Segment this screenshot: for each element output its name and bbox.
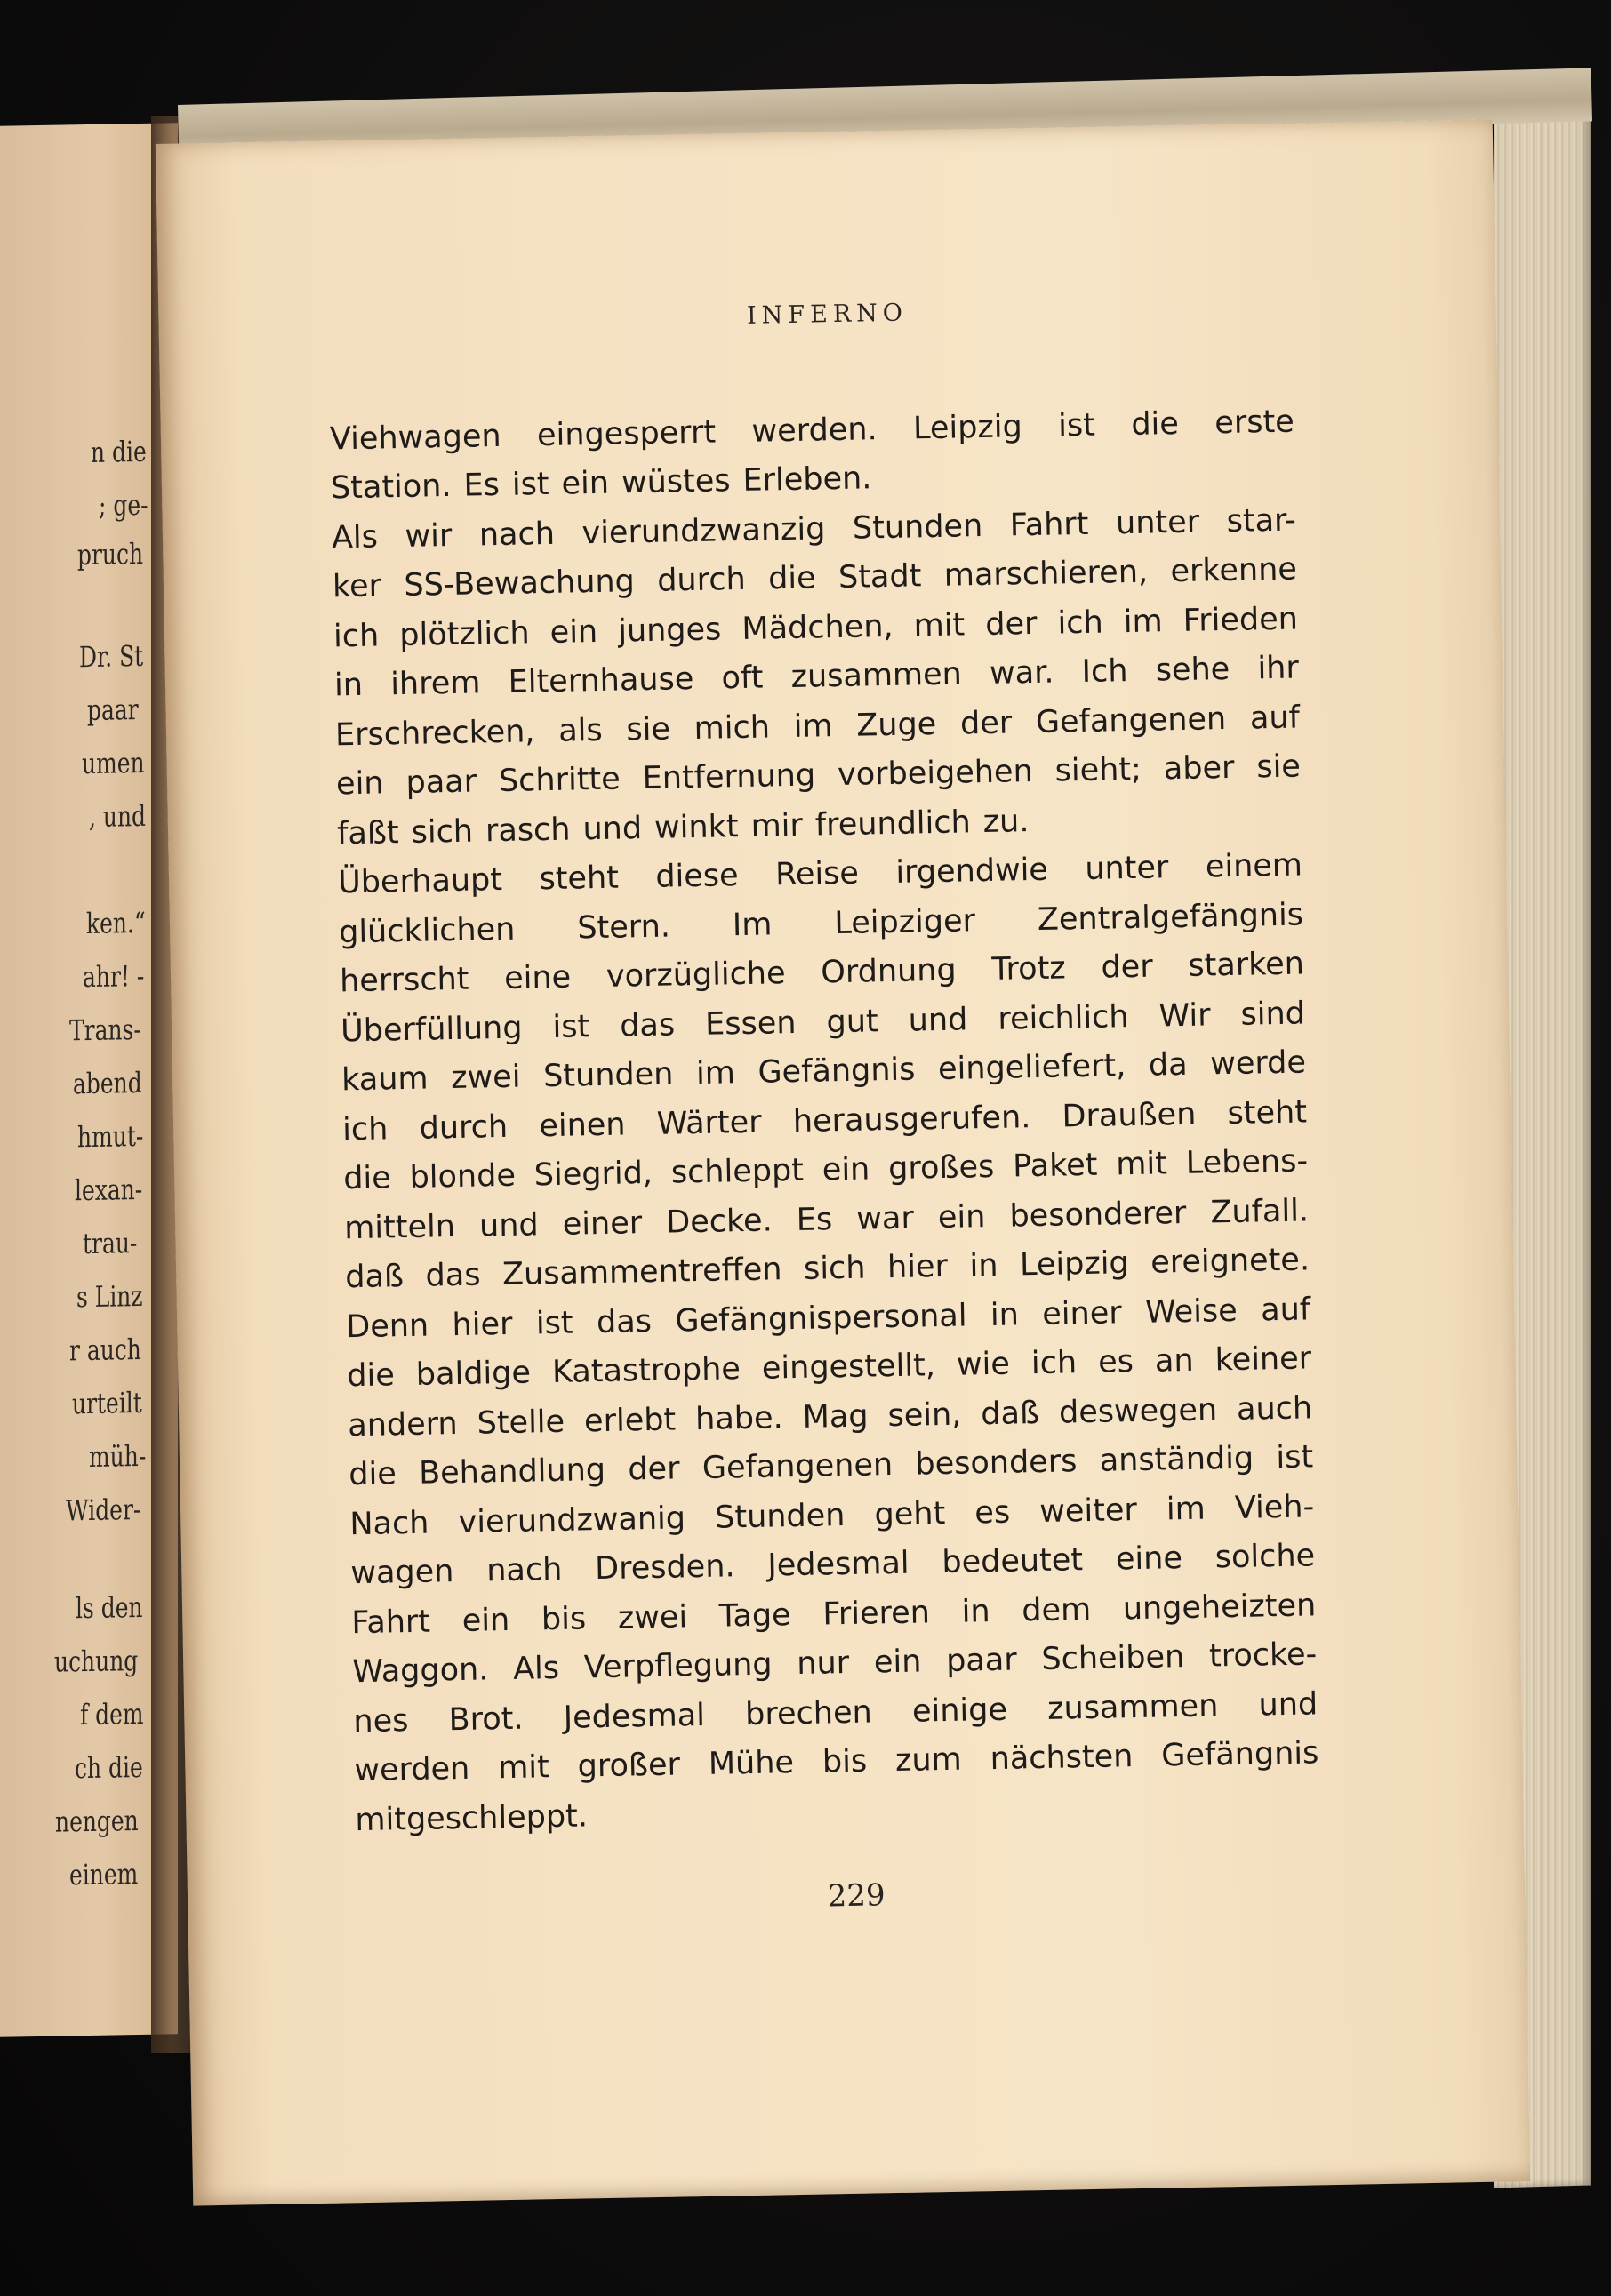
word: Stern. [577,908,671,946]
word: mich [693,708,771,747]
word: Lebens- [1185,1143,1309,1181]
word: solche [1214,1538,1316,1576]
word: es [1097,1344,1134,1380]
word: da [1148,1046,1188,1084]
word: Es [796,1201,833,1238]
word: im [1166,1491,1206,1527]
word: Behandlung [418,1452,606,1492]
word: der [984,605,1038,643]
word: erlebt [583,1401,677,1439]
word: eingeliefert, [937,1048,1126,1088]
word: die [342,1160,392,1197]
word: die [348,1456,397,1493]
word: daß [344,1259,405,1296]
word: Frieren [822,1594,931,1632]
left-page-fragment: f dem [80,1696,144,1732]
left-page-fragment: urteilt [71,1385,142,1421]
word: ein [561,465,610,502]
word: Reise [774,855,860,893]
word: vorbeigehen [837,754,1034,794]
left-page-fragment: Wider- [65,1492,141,1528]
word: diese [655,858,739,895]
word: ist [1057,407,1096,444]
word: eine [503,959,572,996]
running-head: INFERNO [746,299,909,330]
word: ein [822,1151,870,1188]
word: durch [419,1108,509,1147]
word: Denn [345,1308,429,1345]
word: eingesperrt [536,413,717,453]
word: Draußen [1062,1096,1197,1134]
word: sind [1240,995,1306,1033]
word: im [695,1055,736,1092]
left-page-fragment: abend [73,1065,143,1101]
word: Schritte [498,761,621,800]
word: ker [332,568,382,605]
word: nes [353,1702,409,1740]
word: mit [497,1749,550,1787]
word: Stunden [714,1497,846,1536]
word: wagen [350,1554,454,1592]
word: ist [552,1008,590,1045]
word: habe. [694,1399,784,1437]
word: die [767,560,816,597]
body-text [329,390,1319,1838]
word: Scheiben [1041,1639,1185,1677]
left-page-fragment: hmut- [76,1118,144,1155]
word: der [628,1451,680,1488]
word: Es [463,467,501,504]
word: zusammen [1046,1687,1219,1727]
word: das [596,1303,653,1340]
word: einen [538,1106,626,1144]
word: Paket [1012,1147,1098,1185]
word: zusammen [790,656,963,695]
left-page-fragment: r auch [69,1332,142,1368]
word: als [557,712,604,749]
word: das [619,1006,676,1044]
word: Station. [330,468,452,507]
word: auf [1249,700,1301,737]
word: unter [1115,504,1200,541]
word: irgendwie [895,852,1049,891]
word: Entfernung [642,757,816,797]
word: Im [732,906,773,943]
word: ein [873,1644,922,1681]
word: einer [1041,1294,1123,1332]
word: keiner [1214,1340,1312,1379]
word: schleppt [670,1152,805,1191]
word: Mag [802,1398,869,1436]
left-page-fragment: ; ge- [98,487,148,523]
word: an [1154,1342,1194,1380]
word: rasch [485,812,571,849]
word: das [425,1257,481,1294]
word: besonders [915,1444,1078,1483]
word: Zusammentreffen [501,1252,782,1293]
word: es [974,1494,1011,1531]
word: Fahrt [1009,506,1089,543]
word: erkenne [1170,551,1298,590]
word: Wir [1158,996,1211,1034]
word: Weise [1144,1292,1238,1331]
word: Stunden [542,1056,674,1095]
word: eine [1115,1540,1183,1578]
word: blonde [409,1157,517,1196]
word: Als [331,518,379,556]
word: Siegrid, [533,1155,653,1194]
word: Gefängnis [1160,1735,1319,1774]
word: ich [1057,604,1104,641]
word: im [1123,603,1163,640]
word: Decke. [665,1202,773,1241]
word: nächsten [990,1739,1134,1778]
left-page-fragment: trau- [83,1226,138,1261]
word: in [990,1296,1020,1333]
word: gut [826,1003,879,1040]
left-page-fragment: lexan- [75,1172,143,1208]
word: Leipzig [912,408,1023,446]
word: andern [347,1405,459,1444]
word: sein, [887,1396,962,1434]
word: Zufall. [1210,1192,1310,1230]
word: werde [1209,1044,1307,1083]
word: zwei [617,1598,688,1636]
word: paar [405,764,477,801]
word: Gefängnis [757,1052,916,1091]
word: vierundzwanig [458,1500,686,1540]
word: Tage [718,1596,791,1635]
word: zum [894,1741,963,1780]
word: und [1258,1685,1318,1724]
word: unter [1085,850,1169,887]
word: Als [512,1650,560,1687]
word: im [793,708,833,745]
left-page-fragment: s Linz [76,1278,143,1315]
word: besonderer [1009,1195,1187,1235]
word: aber [1163,749,1235,788]
word: Überhaupt [337,861,503,901]
word: Ordnung [820,952,957,991]
word: in [333,667,364,704]
word: trocke- [1208,1636,1318,1675]
word: freundlich [814,804,972,844]
word: vierundzwanzig [581,510,826,551]
left-page-fragment: Trans- [69,1012,142,1048]
left-page-fragment: n die [90,434,147,469]
word: zwei [450,1059,521,1097]
word: mitteln [343,1208,456,1246]
word: faßt [336,814,400,852]
word: brechen [744,1694,873,1732]
word: die [346,1357,396,1395]
word: nach [478,516,556,553]
word: daß [980,1395,1040,1432]
word: wüstes [621,463,731,501]
word: ich [1030,1345,1078,1382]
word: Nach [349,1505,429,1542]
word: bedeutet [942,1542,1084,1581]
right-page [156,119,1530,2205]
word: anständig [1099,1440,1254,1479]
word: mit [1115,1146,1168,1183]
word: steht [1227,1093,1308,1132]
word: einer [562,1204,643,1243]
word: die [1131,405,1180,443]
word: kaum [341,1060,429,1099]
word: ereignete. [1150,1242,1310,1281]
word: werden [354,1750,470,1789]
word: sie [626,710,671,748]
word: Jedesmal [563,1697,706,1736]
word: ich [333,617,380,654]
word: Viehwagen [329,418,501,457]
word: Ich [1081,653,1128,690]
word: und [478,1206,540,1244]
word: Gefangenen [1035,700,1227,740]
word: ich [341,1110,389,1148]
word: Erleben. [742,460,872,499]
word: winkt [653,808,739,846]
word: paar [945,1642,1018,1679]
word: Leipzig [1019,1245,1130,1284]
word: Gefangenen [701,1447,894,1486]
word: Zentralgefängnis [1037,896,1304,938]
word: weiter [1038,1492,1138,1530]
word: Wärter [656,1104,762,1142]
word: Elternhause [508,660,694,700]
left-page-fragment: umen [81,745,145,781]
word: baldige [415,1355,532,1393]
word: der [1101,948,1153,986]
word: Jedesmal [767,1545,910,1584]
word: deswegen [1058,1391,1218,1431]
word: reichlich [997,998,1129,1037]
word: herrscht [339,961,469,1000]
word: ihr [1257,650,1300,687]
word: eingestellt, [761,1348,936,1387]
word: vorzügliche [605,956,786,995]
word: Vieh- [1234,1488,1315,1526]
word: Dresden. [594,1548,735,1588]
word: wir [405,517,453,555]
left-page-fragment: uchung [54,1644,139,1679]
word: wie [956,1346,1011,1383]
word: einem [1205,847,1303,885]
left-page-fragment: müh- [88,1438,146,1475]
word: bis [541,1600,587,1637]
word: nach [485,1551,563,1589]
word: werden. [751,411,878,450]
page-number: 229 [827,1877,886,1915]
word: hier [452,1306,513,1343]
word: ein [549,613,598,651]
word: Zuge [855,706,937,744]
word: Stelle [477,1404,565,1442]
word: Stunden [852,508,983,547]
word: junges [617,611,722,650]
word: ihrem [389,665,481,703]
word: der [959,704,1013,741]
word: bis [822,1743,868,1780]
word: auf [1260,1291,1311,1328]
left-page-fragment: ls den [76,1589,143,1626]
word: mit [913,606,966,644]
word: Überfüllung [340,1010,523,1049]
word: herausgerufen. [792,1099,1031,1140]
left-page-fragment: pruch [77,536,144,572]
word: und [908,1001,968,1039]
word: Mühe [708,1745,795,1782]
word: nur [796,1644,850,1683]
word: sieht; [1054,751,1142,789]
word: mitgeschleppt. [355,1797,589,1838]
word: Frieden [1182,601,1299,639]
word: geht [874,1495,946,1532]
word: durch [656,561,747,599]
left-page-fragment: , und [88,798,146,835]
left-page-fragment: einem [68,1857,139,1892]
word: plötzlich [398,614,530,653]
left-page-fragment: ahr! - [83,958,145,995]
word: starken [1188,946,1305,984]
left-page-fragment: ch die [74,1749,143,1786]
word: Essen [704,1004,797,1043]
left-page-fragment: Dr. St [79,638,144,675]
word: sich [803,1250,866,1287]
left-page-fragment: paar [87,692,139,728]
word: Brot. [448,1700,524,1738]
left-page-fragment: ken.“ [85,905,146,941]
word: und [582,810,643,847]
word: oft [721,660,764,697]
word: star- [1226,502,1297,540]
word: Waggon. [352,1652,489,1691]
word: einige [911,1692,1008,1730]
word: Gefängnispersonal [675,1297,967,1339]
word: war [855,1200,915,1237]
word: Leipziger [834,902,976,941]
word: ungeheizten [1122,1587,1317,1627]
word: ein [461,1602,510,1639]
word: hier [886,1248,949,1286]
word: in [961,1593,990,1630]
word: sich [411,813,474,851]
word: in [969,1247,998,1284]
word: großer [577,1747,681,1785]
word: erste [1214,404,1295,441]
word: sie [1256,748,1302,786]
word: ist [535,1305,573,1341]
word: steht [539,860,620,898]
word: ein [937,1198,986,1236]
word: Trotz [991,950,1067,988]
word: ein [335,765,384,803]
word: Verpflegung [583,1646,773,1686]
word: mir [750,807,804,844]
word: großes [887,1148,995,1188]
word: Fahrt [351,1604,431,1641]
word: zu. [982,803,1030,840]
word: Mädchen, [741,608,894,647]
word: war. [989,654,1054,692]
word: ist [511,466,549,503]
word: sehe [1155,651,1230,689]
word: marschieren, [943,554,1149,594]
left-page-fragment: nengen [54,1804,139,1839]
word: auch [1236,1389,1313,1428]
word: SS-Bewachung [404,564,636,604]
word: glücklichen [338,911,516,950]
word: ist [1276,1439,1314,1476]
word: Erschrecken, [334,713,535,753]
word: dem [1021,1591,1092,1628]
word: Stadt [838,558,922,596]
word: Katastrophe [551,1351,741,1391]
